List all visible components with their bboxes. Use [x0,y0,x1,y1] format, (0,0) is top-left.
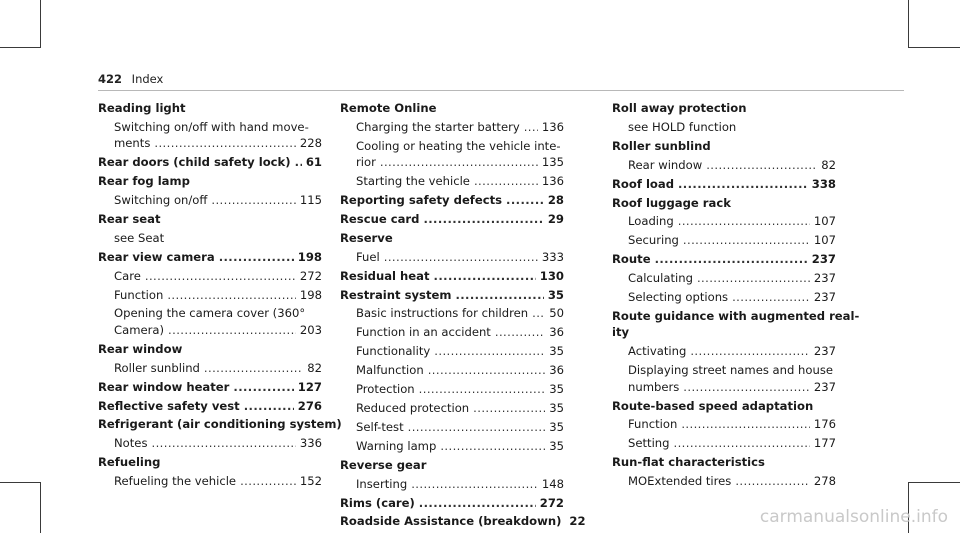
index-entry [340,305,564,321]
dot-leader [683,232,810,248]
page-reference[interactable]: 176 [813,417,836,432]
section-title: Index [131,72,164,86]
entry-text: Opening the camera cover (360° [114,306,306,321]
index-subterm [612,270,836,286]
index-subterm [98,192,322,208]
dot-leader [233,379,293,395]
dot-leader [506,192,544,208]
index-entry [612,100,836,116]
dot-leader [419,381,546,397]
dot-leader [434,268,536,284]
dot-leader [735,473,810,489]
page-reference[interactable]: 336 [299,436,322,451]
index-entry [612,213,836,229]
index-subterm [98,322,322,338]
index-entry [612,308,860,341]
entry-text: Rescue card [340,211,420,226]
dot-leader [681,416,810,432]
page-reference[interactable]: 136 [541,119,564,134]
dot-leader [211,192,295,208]
entry-text: Roof luggage rack [612,195,731,210]
entry-text: Malfunction [356,363,424,378]
index-entry [98,287,322,303]
dot-leader [152,435,296,451]
index-entry [98,268,322,284]
dot-leader [167,287,296,303]
dot-leader [455,287,543,303]
page-reference[interactable]: 203 [299,322,322,337]
index-entry [98,119,322,152]
index-subterm [98,119,322,135]
crop-mark [908,47,960,48]
entry-text: Function [628,417,678,432]
index-entry [98,230,322,246]
dot-leader [473,400,545,416]
entry-text: see Seat [114,230,165,245]
index-subterm [340,154,564,170]
entry-text: Rear view camera [98,249,215,264]
page-reference[interactable]: 35 [549,419,564,434]
index-term [340,513,586,529]
page-reference[interactable]: 272 [299,268,322,283]
dot-leader [690,343,810,359]
index-subterm [340,400,564,416]
entry-text: Notes [114,436,148,451]
index-entry [612,157,836,173]
index-entry [612,435,836,451]
page-reference[interactable]: 61 [305,155,322,170]
dot-leader [428,362,546,378]
dot-leader [423,211,543,227]
page-reference[interactable]: 237 [813,379,836,394]
entry-text: Function [114,287,164,302]
index-entry [98,211,322,227]
index-term [612,195,836,211]
entry-text: Route [612,252,651,267]
entry-text: Refrigerant (air conditioning system) [98,417,342,432]
page-reference[interactable]: 36 [549,325,564,340]
index-term [612,308,860,324]
entry-text: numbers [628,379,680,394]
entry-text: Roof load [612,176,674,191]
page-reference[interactable]: 35 [549,382,564,397]
index-entry [340,192,564,208]
page-reference[interactable]: 198 [297,249,322,264]
index-subterm [612,435,836,451]
index-subterm [98,287,322,303]
index-entry [612,176,836,192]
dot-leader [219,249,294,265]
page-reference[interactable]: 130 [539,268,564,283]
index-term [98,173,322,189]
index-entry [98,379,322,395]
page-reference[interactable]: 237 [813,344,836,359]
entry-text: Camera) [114,322,165,337]
page-reference[interactable]: 107 [813,214,836,229]
index-subterm [98,360,322,376]
dot-leader [474,173,538,189]
index-subterm [98,305,322,321]
dot-leader [440,438,545,454]
index-term [340,268,564,284]
dot-leader [419,495,536,511]
index-subterm [612,213,836,229]
dot-leader [732,289,810,305]
dot-leader [168,322,296,338]
entry-text: Securing [628,233,679,248]
entry-text: Rear fog lamp [98,174,190,189]
index-subterm [612,157,836,173]
index-term [98,379,322,395]
page-reference[interactable]: 35 [549,344,564,359]
page-number: 422 [98,72,123,86]
index-term [612,324,836,340]
page-reference[interactable]: 127 [297,379,322,394]
index-term [98,211,322,227]
dot-leader [524,119,538,135]
entry-text: ments [114,136,151,151]
index-entry [340,211,564,227]
index-subterm [340,138,564,154]
entry-text: Rear window heater [98,379,230,394]
entry-text: Setting [628,436,670,451]
index-subterm [612,343,836,359]
crop-mark [40,0,41,48]
index-subterm [612,119,836,135]
entry-text: Rear seat [98,211,161,226]
entry-text: Charging the starter battery [356,119,520,134]
index-term [612,454,836,470]
entry-text: Care [114,268,141,283]
entry-text: Route-based speed adaptation [612,398,814,413]
entry-text: Protection [356,382,415,397]
dot-leader [145,268,296,284]
index-entry [98,341,322,357]
entry-text: Rear window [98,341,183,356]
index-term [612,138,836,154]
index-entry [340,381,564,397]
dot-leader [434,343,545,359]
index-entry [98,154,322,170]
page-reference[interactable]: 115 [299,193,322,208]
index-term [98,398,322,414]
index-entry [612,289,836,305]
index-entry [340,438,564,454]
entry-text: Residual heat [340,268,430,283]
dot-leader [384,249,538,265]
index-entry [98,100,322,116]
page-reference[interactable]: 237 [811,252,836,267]
entry-text: Roadside Assistance (breakdown) [340,514,562,529]
entry-text: Displaying street names and house [628,363,834,378]
page-reference[interactable]: 50 [549,306,564,321]
entry-text: Reporting safety defects [340,193,503,208]
index-term [98,100,322,116]
page-reference[interactable]: 135 [541,155,564,170]
index-term [612,176,836,192]
index-subterm [98,135,322,151]
index-entry [612,398,836,414]
entry-text: ity [612,325,630,340]
crop-mark [0,47,41,48]
index-entry [340,268,564,284]
index-subterm [98,230,322,246]
index-subterm [340,476,564,492]
entry-text: Reverse gear [340,457,427,472]
index-entry [98,416,342,432]
entry-text: Self-test [356,419,404,434]
index-term [98,454,322,470]
page-reference[interactable]: 22 [569,514,586,529]
index-term [98,154,322,170]
index-entry [612,416,836,432]
index-term [340,192,564,208]
page-reference[interactable]: 136 [541,174,564,189]
index-entry [612,251,836,267]
entry-text: Rear window [628,157,703,172]
page-reference[interactable]: 272 [539,495,564,510]
crop-mark [908,482,960,483]
page-reference[interactable]: 276 [297,398,322,413]
page-reference[interactable]: 35 [549,401,564,415]
entry-text: Switching on/off with hand move- [114,119,309,134]
index-entry [340,495,564,511]
index-entry [612,473,836,489]
dot-leader [244,398,294,414]
entry-text: MOExtended tires [628,474,732,489]
dot-leader [204,360,303,376]
entry-text: Roll away protection [612,101,747,115]
page-reference[interactable]: 333 [541,249,564,264]
index-entry [340,400,564,416]
index-subterm [98,435,322,451]
entry-text: rior [356,155,376,170]
page-reference[interactable]: 338 [811,176,836,191]
index-entry [98,173,322,189]
dot-leader [655,251,808,267]
index-term [98,249,322,265]
entry-text: Inserting [356,476,408,491]
index-subterm [98,473,322,489]
index-subterm [340,249,564,265]
dot-leader [706,157,817,173]
index-column-2 [340,100,586,532]
index-term [340,211,564,227]
entry-text: Loading [628,214,674,229]
entry-text: Selecting options [628,290,729,305]
page-reference[interactable]: 278 [813,474,836,489]
dot-leader [674,435,810,451]
dot-leader [683,379,810,395]
entry-text: Roller sunblind [114,360,200,375]
index-entry [612,343,836,359]
entry-text: Starting the vehicle [356,174,470,189]
entry-text: Rims (care) [340,495,415,510]
index-entry [340,476,564,492]
entry-text: Fuel [356,249,380,264]
page-reference[interactable]: 82 [307,360,322,375]
index-term [340,457,564,473]
entry-text: Rear doors (child safety lock) [98,155,291,170]
index-entry [612,195,836,211]
entry-text: Route guidance with augmented real- [612,308,860,323]
index-subterm [340,324,564,340]
entry-text: Cooling or heating the vehicle inte- [356,138,561,153]
page-reference[interactable]: 237 [813,290,836,305]
page-reference[interactable]: 177 [813,436,836,451]
dot-leader [295,154,302,170]
entry-text: Refueling the vehicle [114,474,237,489]
index-subterm [340,305,564,321]
entry-text: Roller sunblind [612,138,711,153]
index-entry [98,435,322,451]
dot-leader [411,476,538,492]
index-entry [98,454,322,470]
entry-text: Functionality [356,344,431,359]
index-term [612,398,836,414]
entry-text: Basic instructions for children [356,306,529,321]
dot-leader [495,324,545,340]
index-entry [340,138,564,171]
entry-text: Activating [628,344,687,359]
index-column-3 [612,100,860,492]
crop-mark [0,482,41,483]
entry-text: Remote Online [340,101,437,115]
index-subterm [340,419,564,435]
index-term [340,495,564,511]
dot-leader [678,213,810,229]
index-term [340,100,564,116]
index-term [98,341,322,357]
dot-leader [380,154,538,170]
index-subterm [612,416,836,432]
crop-mark [908,0,909,48]
index-entry [340,100,564,116]
index-subterm [340,362,564,378]
page-reference[interactable]: 82 [821,157,836,172]
index-entry [340,419,564,435]
dot-leader [240,473,296,489]
index-subterm [612,362,836,378]
page-reference[interactable]: 152 [299,474,322,489]
index-entry [340,324,564,340]
entry-text: Reserve [340,230,393,245]
entry-text: Warning lamp [356,438,437,453]
index-column-1 [98,100,342,492]
entry-text: Reflective safety vest [98,398,240,413]
crop-mark [40,482,41,533]
dot-leader [154,135,295,151]
index-subterm [340,381,564,397]
entry-text: Function in an accident [356,325,491,340]
index-entry [612,362,836,395]
index-entry [612,119,836,135]
index-term [340,287,564,303]
dot-leader [408,419,546,435]
index-term [612,251,836,267]
page-reference[interactable]: 198 [299,287,322,302]
index-subterm [612,232,836,248]
header-divider [98,90,904,91]
entry-text: Calculating [628,271,693,286]
index-entry [340,343,564,359]
index-subterm [98,268,322,284]
index-entry [340,287,564,303]
dot-leader [532,305,545,321]
entry-text: Run-flat characteristics [612,455,765,470]
index-entry [612,454,836,470]
index-entry [612,138,836,154]
index-subterm [340,119,564,135]
index-subterm [612,289,836,305]
page-reference[interactable]: 35 [549,438,564,453]
index-entry [98,398,322,414]
page-reference[interactable]: 36 [549,363,564,378]
dot-leader [697,270,810,286]
index-entry [340,230,564,246]
index-subterm [340,173,564,189]
entry-text: Reading light [98,101,186,115]
index-term [340,230,564,246]
index-entry [340,513,586,529]
index-entry [98,249,322,265]
index-subterm [612,379,836,395]
index-entry [98,192,322,208]
index-term [612,100,836,116]
entry-text: see HOLD function [628,119,737,134]
index-subterm [612,473,836,489]
page-reference[interactable]: 29 [547,211,564,226]
entry-text: Switching on/off [114,193,208,208]
index-entry [612,270,836,286]
entry-text: Refueling [98,455,161,470]
index-term [98,416,342,432]
page-header [98,72,163,86]
dot-leader [678,176,808,192]
page-reference[interactable]: 148 [541,476,564,491]
index-entry [340,457,564,473]
entry-text: Reduced protection [356,401,470,415]
index-subterm [340,438,564,454]
page-reference[interactable]: 28 [547,193,564,208]
index-entry [340,362,564,378]
index-entry [98,305,322,338]
entry-text: Restraint system [340,287,452,302]
index-entry [612,232,836,248]
page-reference[interactable]: 228 [299,136,322,151]
page-reference[interactable]: 35 [547,287,564,302]
index-entry [98,473,322,489]
index-entry [340,173,564,189]
index-entry [340,119,564,135]
watermark: carmanualsonline.info [759,507,948,527]
index-entry [340,249,564,265]
page-reference[interactable]: 237 [813,271,836,286]
index-subterm [340,343,564,359]
index-entry [98,360,322,376]
page-reference[interactable]: 107 [813,233,836,248]
